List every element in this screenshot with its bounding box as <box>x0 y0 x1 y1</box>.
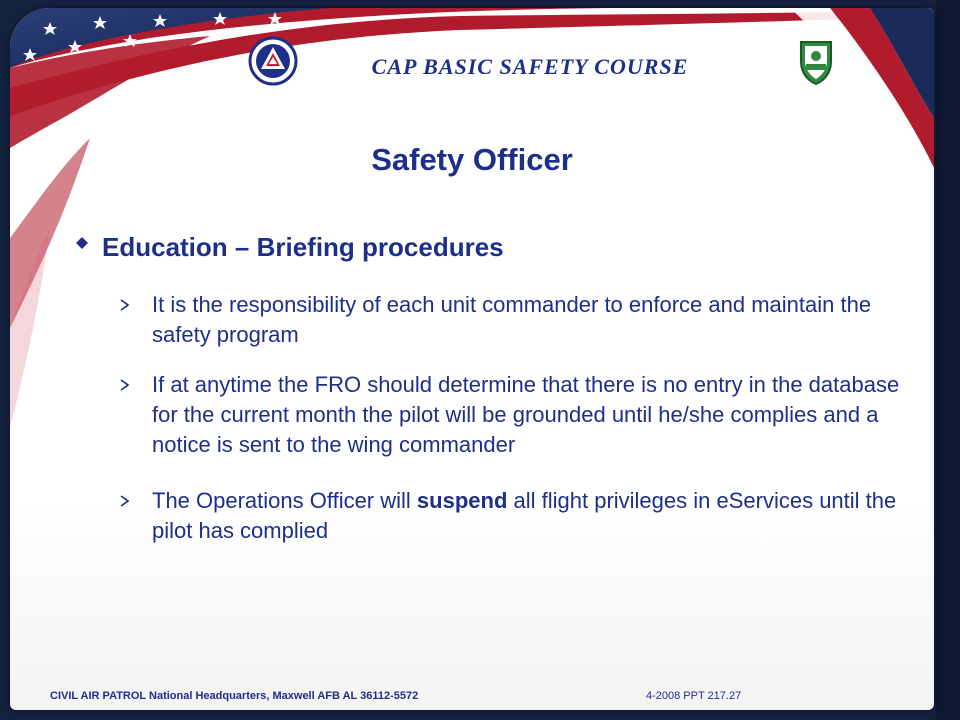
cap-logo-icon <box>248 36 298 86</box>
arrow-bullet-icon <box>120 299 130 311</box>
section-heading: Education – Briefing procedures <box>102 232 504 262</box>
safety-shield-icon <box>791 36 841 86</box>
arrow-bullet-icon <box>120 379 130 391</box>
footer-org: CIVIL AIR PATROL <box>50 690 146 702</box>
bullet-text <box>152 486 920 546</box>
bullet-text: If at anytime the FRO should determine that there is no entry in the database for the current month the pilot will be grounded until he/she complies and a notice is sent to the wing commander <box>152 372 900 457</box>
course-title: CAP BASIC SAFETY COURSE <box>371 54 689 79</box>
list-item <box>120 290 920 350</box>
bullet-text: It is the responsibility of each unit commander to enforce and maintain the safety program <box>152 292 872 347</box>
bullet-emphasis: suspend <box>416 488 508 513</box>
slide-title: Safety Officer <box>371 142 573 177</box>
slide-footer <box>10 690 934 708</box>
bullet-list <box>120 290 920 546</box>
footer-address <box>50 690 418 702</box>
list-item <box>120 370 920 460</box>
slide-canvas <box>10 8 934 710</box>
bullet-text-before: The Operations Officer will <box>152 488 417 513</box>
bullet-text-after: all flight privileges in eServices until the pilot has complied <box>152 488 897 543</box>
footer-revision: 4-2008 PPT 217.27 <box>646 690 742 702</box>
section-heading-row <box>76 232 504 263</box>
footer-address-text: National Headquarters, Maxwell AFB AL 36112-5572 <box>145 690 419 702</box>
list-item <box>120 486 920 546</box>
diamond-bullet-icon <box>76 237 88 249</box>
arrow-bullet-icon <box>120 495 130 507</box>
